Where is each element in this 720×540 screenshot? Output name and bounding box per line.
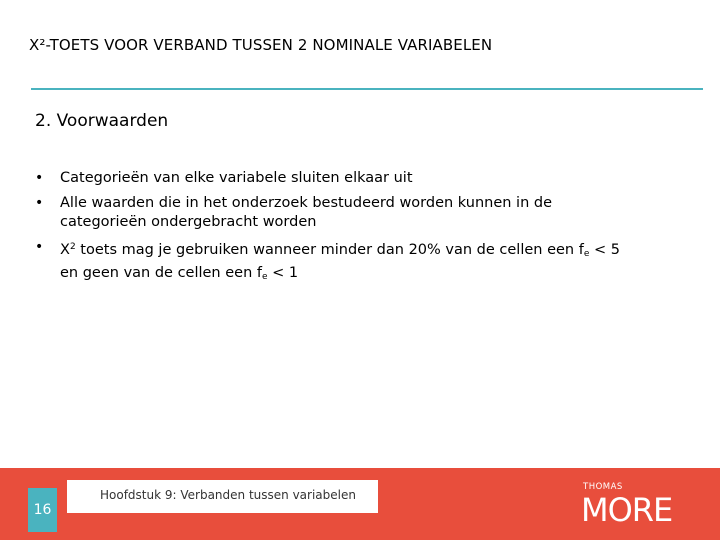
section-heading: 2. Voorwaarden	[35, 111, 169, 131]
thomas-more-logo	[580, 482, 690, 528]
chapter-box	[67, 480, 378, 513]
bullet-item	[35, 169, 705, 188]
bullet-text-line2: categorieën ondergebracht worden	[60, 214, 317, 230]
bullet-text-part: < 5	[589, 242, 620, 258]
bullet-item	[35, 194, 705, 232]
bullet-text-part: toets mag je gebruiken wanneer minder dan 20% van de cellen een f	[75, 242, 584, 258]
fe-subscript: e	[261, 272, 268, 282]
chapter-label: Hoofdstuk 9: Verbanden tussen variabelen	[100, 488, 356, 502]
logo-big-text: MORE	[581, 492, 673, 526]
logo-small-text: THOMAS	[583, 482, 623, 492]
bullet-icon: •	[35, 239, 44, 255]
bullet-icon: •	[35, 170, 44, 186]
title-divider	[31, 88, 703, 90]
chi-symbol: X	[60, 242, 70, 258]
bullet-text: Categorieën van elke variabele sluiten elkaar uit	[60, 170, 413, 186]
bullet-list	[35, 169, 705, 293]
bullet-text-line1: Alle waarden die in het onderzoek bestudeerd worden kunnen in de	[60, 195, 552, 211]
bullet-item	[35, 238, 705, 287]
bullet-text-part: < 1	[267, 265, 299, 281]
bullet-icon: •	[35, 195, 44, 211]
page-number: 16	[28, 488, 57, 532]
bullet-text-part: en geen van de cellen een f	[60, 265, 262, 281]
fe-subscript: e	[583, 249, 590, 259]
logo-wordmark	[580, 492, 690, 526]
chi-superscript: 2	[69, 242, 76, 252]
slide-title: X²-TOETS VOOR VERBAND TUSSEN 2 NOMINALE VARIABELEN	[29, 36, 493, 54]
